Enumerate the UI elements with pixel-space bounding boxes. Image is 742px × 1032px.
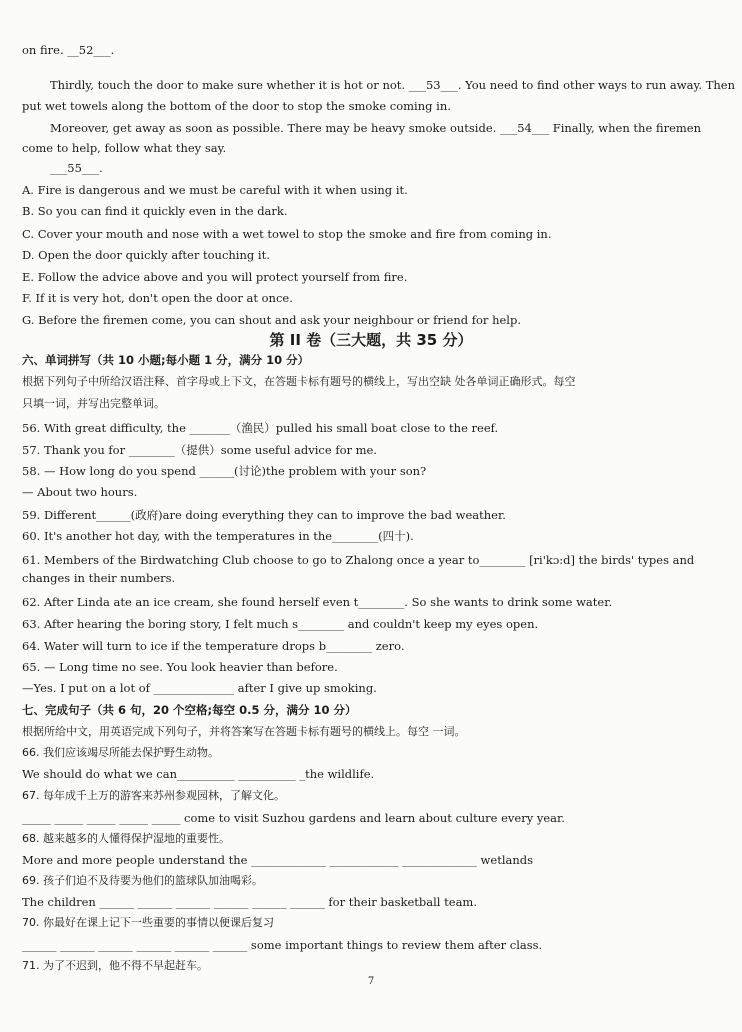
part2-title: 第 II 卷（三大题，共 35 分） bbox=[269, 331, 473, 349]
option-a: A. Fire is dangerous and we must be careful with it when using it. bbox=[22, 183, 408, 197]
passage-line: put wet towels along the bottom of the door to stop the smoke coming in. bbox=[22, 99, 451, 113]
question-62: 62. After Linda ate an ice cream, she found herself even t________. So she wants to drink some water. bbox=[22, 595, 613, 609]
question-70-cn: 70. 你最好在课上记下一些重要的事情以便课后复习 bbox=[22, 916, 274, 929]
question-69-en: The children ______ ______ ______ ______ ______ ______ for their basketball team. bbox=[22, 895, 477, 909]
question-64: 64. Water will turn to ice if the temperature drops b________ zero. bbox=[22, 639, 405, 653]
passage-line: on fire. __52___. bbox=[22, 43, 115, 57]
question-67-cn: 67. 每年成千上万的游客来苏州参观园林，了解文化。 bbox=[22, 789, 285, 802]
option-g: G. Before the firemen come, you can shout and ask your neighbour or friend for help. bbox=[22, 313, 521, 327]
question-61-cont: changes in their numbers. bbox=[22, 571, 176, 585]
question-68-cn: 68. 越来越多的人懂得保护湿地的重要性。 bbox=[22, 832, 230, 845]
question-58-answer: — About two hours. bbox=[22, 485, 138, 499]
question-65-answer: —Yes. I put on a lot of ______________ after I give up smoking. bbox=[22, 681, 377, 695]
option-c: C. Cover your mouth and nose with a wet towel to stop the smoke and fire from coming in. bbox=[22, 227, 552, 241]
question-61: 61. Members of the Birdwatching Club choose to go to Zhalong once a year to________ [ri'kɔ:d] the birds' types and bbox=[22, 553, 695, 567]
passage-line: come to help, follow what they say. bbox=[22, 141, 227, 155]
question-66-en: We should do what we can__________ __________ _the wildlife. bbox=[22, 767, 375, 781]
section6-heading: 六、单词拼写（共 10 小题;每小题 1 分，满分 10 分） bbox=[22, 353, 310, 367]
question-68-en: More and more people understand the _____________ ____________ _____________ wetlands bbox=[22, 853, 534, 867]
option-f: F. If it is very hot, don't open the door at once. bbox=[22, 291, 293, 305]
question-58: 58. — How long do you spend ______(讨论)the problem with your son? bbox=[22, 464, 427, 478]
question-59: 59. Different______(政府)are doing everything they can to improve the bad weather. bbox=[22, 508, 506, 522]
question-67-en: _____ _____ _____ _____ _____ come to visit Suzhou gardens and learn about culture every year. bbox=[22, 811, 565, 825]
question-63: 63. After hearing the boring story, I felt much s________ and couldn't keep my eyes open. bbox=[22, 617, 539, 631]
question-57: 57. Thank you for ________（提供）some useful advice for me. bbox=[22, 443, 378, 457]
question-60: 60. It's another hot day, with the temperatures in the________(四十). bbox=[22, 529, 414, 543]
question-69-cn: 69. 孩子们迫不及待要为他们的篮球队加油喝彩。 bbox=[22, 874, 263, 887]
passage-line: Moreover, get away as soon as possible. There may be heavy smoke outside. ___54___ Finally, when the firemen bbox=[50, 121, 701, 135]
option-d: D. Open the door quickly after touching it. bbox=[22, 248, 270, 262]
question-56: 56. With great difficulty, the _______（渔民）pulled his small boat close to the reef. bbox=[22, 421, 499, 435]
passage-line: ___55___. bbox=[50, 161, 103, 175]
passage-line: Thirdly, touch the door to make sure whether it is hot or not. ___53___. You need to find other ways to run away. Then bbox=[50, 78, 736, 92]
option-b: B. So you can find it quickly even in the dark. bbox=[22, 204, 288, 218]
section7-instruction: 根据所给中文，用英语完成下列句子，并将答案写在答题卡标有题号的横线上。每空 一词。 bbox=[22, 725, 466, 738]
question-65: 65. — Long time no see. You look heavier than before. bbox=[22, 660, 338, 674]
question-71-cn: 71. 为了不迟到，他不得不早起赶车。 bbox=[22, 959, 208, 972]
section6-instruction: 根据下列句子中所给汉语注释、首字母或上下文，在答题卡标有题号的横线上，写出空缺 处各单词正确形式。每空 bbox=[22, 375, 576, 388]
question-70-en: ______ ______ ______ ______ ______ ______ some important things to review them after class. bbox=[22, 938, 543, 952]
option-e: E. Follow the advice above and you will protect yourself from fire. bbox=[22, 270, 408, 284]
question-66-cn: 66. 我们应该竭尽所能去保护野生动物。 bbox=[22, 746, 219, 759]
section6-instruction: 只填一词，并写出完整单词。 bbox=[22, 397, 165, 410]
section7-heading: 七、完成句子（共 6 句，20 个空格;每空 0.5 分，满分 10 分） bbox=[22, 703, 357, 717]
page-number: 7 bbox=[367, 976, 375, 987]
